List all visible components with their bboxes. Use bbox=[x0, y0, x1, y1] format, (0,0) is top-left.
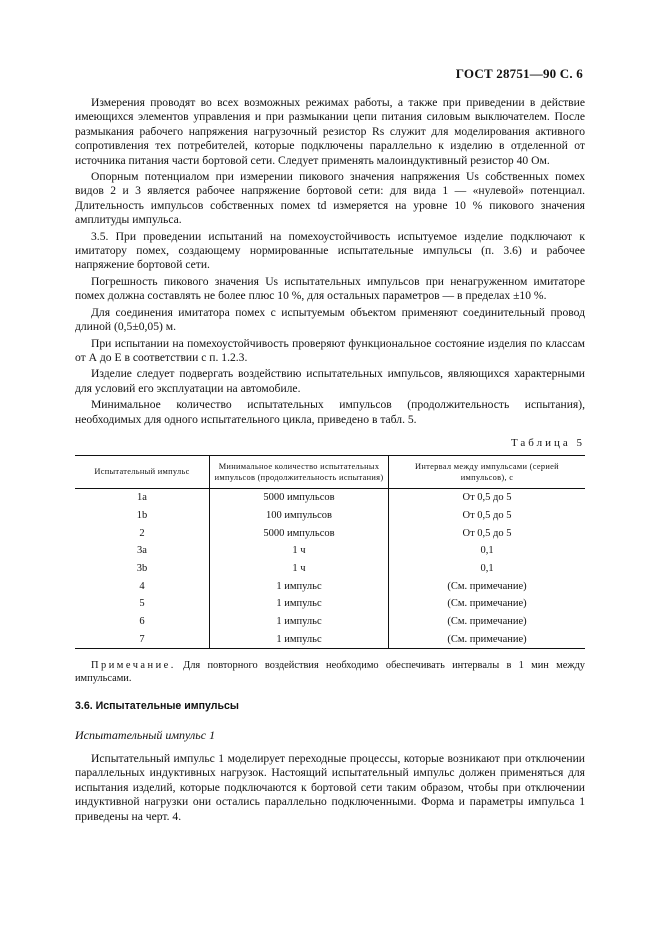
paragraph: Минимальное количество испытательных импульсов (продолжительность испытания), необходимых для одного испытательного цикла, приведено в табл. 5. bbox=[75, 398, 585, 426]
paragraph: Погрешность пикового значения Us испытательных импульсов при ненагруженном имитаторе помех должна составлять не более плюс 10 %, для остальных параметров — в пределах ±10 %. bbox=[75, 274, 585, 303]
table-cell: 4 bbox=[139, 580, 145, 592]
table-cell: 1 импульс bbox=[210, 613, 389, 631]
table-row bbox=[75, 560, 585, 578]
table-cell: 1b bbox=[136, 509, 148, 521]
table-row bbox=[75, 577, 585, 595]
table-header-cell: Испытательный импульс bbox=[75, 455, 210, 488]
table-cell: 7 bbox=[75, 630, 210, 648]
note-label: Примечание. bbox=[91, 660, 176, 672]
subsection-title: Испытательный импульс 1 bbox=[75, 727, 216, 742]
table-row bbox=[75, 613, 585, 631]
table-row bbox=[75, 542, 585, 560]
table-cell: 1 ч bbox=[210, 542, 389, 560]
table-cell: 6 bbox=[139, 616, 145, 628]
table-cell: 0,1 bbox=[389, 560, 586, 578]
table-row bbox=[75, 488, 585, 506]
page-header: ГОСТ 28751—90 С. 6 bbox=[455, 66, 583, 81]
table-cell: (См. примечание) bbox=[389, 577, 586, 595]
table-cell: 5000 импульсов bbox=[210, 524, 389, 542]
paragraph: Измерения проводят во всех возможных режимах работы, а также при приведении в действие имеющихся элементов управления и при размыкании цепи питания силовым выключателем. После размыкания рабочего напряжения нагрузочный резистор Rs служит для моделирования активного сопротивления тех потребителей, которые подключены параллельно к изделию в отделенной от источника питания части бортовой сети. Следует применять малоиндуктивный резистор 40 Ом. bbox=[75, 96, 585, 167]
pulse-table bbox=[75, 455, 585, 649]
table-row bbox=[75, 524, 585, 542]
table-cell: 100 импульсов bbox=[210, 507, 389, 525]
table-cell: 1a bbox=[137, 492, 147, 504]
table-header-cell: Минимальное количество испытательных импульсов (продолжительность испытания) bbox=[210, 455, 389, 488]
note-text: Для повторного воздействия необходимо обеспечивать интервалы в 1 мин между импульсами. bbox=[75, 660, 585, 685]
table-cell: 5 bbox=[139, 598, 145, 610]
document-body bbox=[75, 96, 585, 826]
table-row bbox=[75, 507, 585, 525]
table-cell: (См. примечание) bbox=[389, 595, 586, 613]
table-note bbox=[75, 659, 585, 685]
table-cell: От 0,5 до 5 bbox=[389, 507, 586, 525]
table-row bbox=[75, 630, 585, 648]
table-cell: 5000 импульсов bbox=[210, 488, 389, 506]
paragraph: Изделие следует подвергать воздействию испытательных импульсов, являющихся характерными для условий его эксплуатации на автомобиле. bbox=[75, 367, 585, 395]
section-title: 3.6. Испытательные импульсы bbox=[75, 700, 239, 713]
table-cell: 2 bbox=[139, 527, 145, 539]
table-cell: 3a bbox=[137, 545, 147, 557]
paragraph: Испытательный импульс 1 моделирует переходные процессы, которые возникают при отключении параллельных индуктивных нагрузок. Настоящий испытательный импульс должен применяться для испытания изделий, которые подключаются к бортовой сети таким образом, чтобы при отключении индуктивной нагрузки они остались параллельно подключенными. Форма и параметры импульса 1 приведены на черт. 4. bbox=[75, 751, 585, 823]
table-cell: 1 импульс bbox=[210, 577, 389, 595]
paragraph: Для соединения имитатора помех с испытуемым объектом применяют соединительный провод длиной (0,5±0,05) м. bbox=[75, 305, 585, 334]
table-cell: От 0,5 до 5 bbox=[389, 524, 586, 542]
paragraph: Опорным потенциалом при измерении пикового значения напряжения Us собственных помех видов 2 и 3 является рабочее напряжение бортовой сети: для вида 1 — «нулевой» потенциал. Длительность импульсов собственных помех td измеряется на уровне 10 % пикового значения амплитуды импульса. bbox=[75, 170, 585, 227]
paragraph: При испытании на помехоустойчивость проверяют функциональное состояние изделия по классам от А до Е в соответствии с п. 1.2.3. bbox=[75, 336, 585, 364]
table-cell: 0,1 bbox=[389, 542, 586, 560]
table-caption: Таблица 5 bbox=[510, 436, 585, 449]
table-cell: (См. примечание) bbox=[389, 613, 586, 631]
table-cell: 1 импульс bbox=[210, 630, 389, 648]
table-row bbox=[75, 595, 585, 613]
table-cell: 1 ч bbox=[210, 560, 389, 578]
paragraph: 3.5. При проведении испытаний на помехоустойчивость испытуемое изделие подключают к имитатору помех, создающему нормированные испытательные импульсы (п. 3.6) и рабочее напряжение бортовой сети. bbox=[75, 229, 585, 272]
table-cell: 1 импульс bbox=[210, 595, 389, 613]
table-cell: 3b bbox=[136, 563, 148, 575]
table-cell: От 0,5 до 5 bbox=[389, 488, 586, 506]
table-cell: (См. примечание) bbox=[389, 630, 586, 648]
table-header-cell: Интервал между импульсами (серией импульсов), с bbox=[389, 455, 586, 488]
table-header-row bbox=[75, 455, 585, 488]
